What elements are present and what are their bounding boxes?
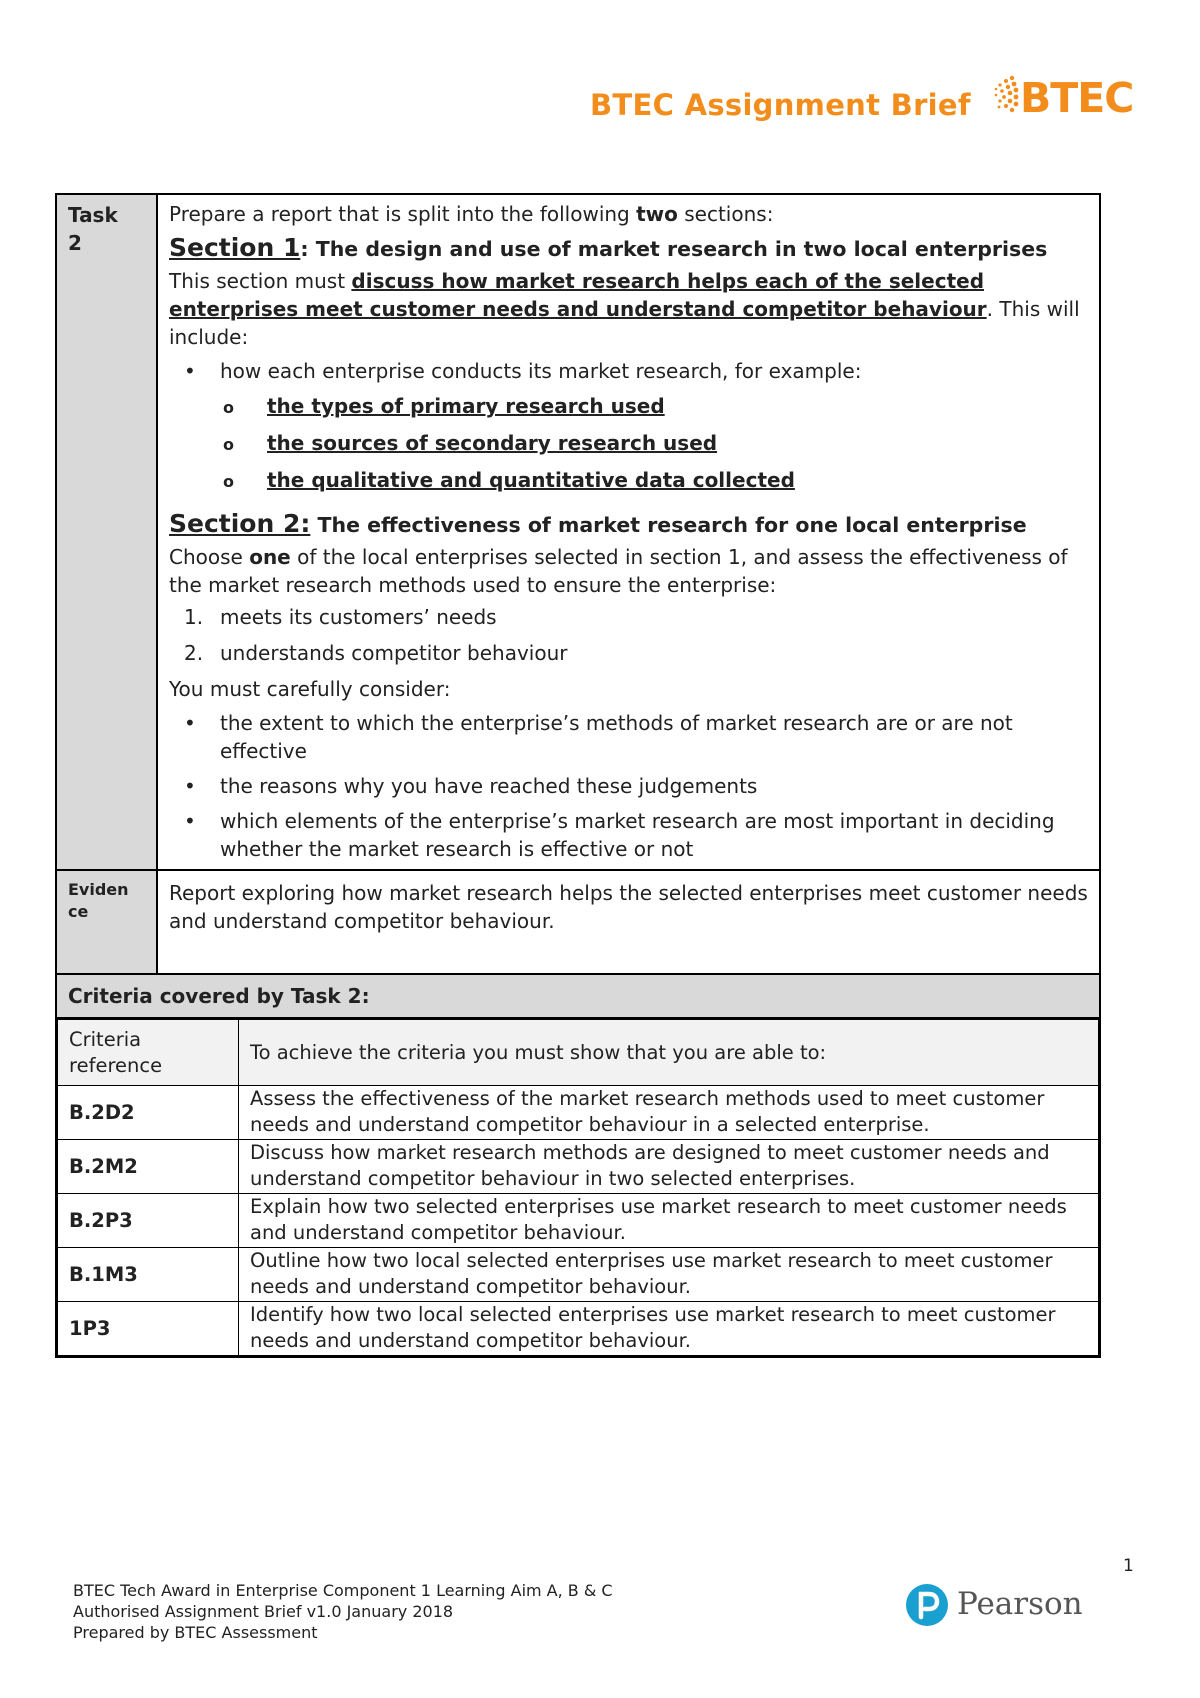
footer-text: [73, 1580, 613, 1643]
list-item: o the sources of secondary research used: [267, 429, 1089, 457]
list-item: 2. understands competitor behaviour: [184, 641, 568, 665]
task-intro: Prepare a report that is split into the following two sections:: [169, 202, 774, 226]
footer-line1: BTEC Tech Award in Enterprise Component 1 Learning Aim A, B & C: [73, 1581, 613, 1600]
list-item: o the types of primary research used: [267, 392, 1089, 420]
pearson-logo: [905, 1583, 1083, 1633]
task-label: Task: [68, 203, 118, 227]
criteria-table-cell: [56, 1018, 1100, 1357]
section1-description: This section must discuss how market research helps each of the selected enterprises meet customer needs and understand competitor behaviour. This will include:: [169, 269, 1080, 349]
section2-numbered-list: [169, 603, 1089, 667]
table-row: [58, 1248, 1099, 1302]
criteria-heading-row: [56, 974, 1100, 1018]
table-row: [58, 1086, 1099, 1140]
section2-heading: Section 2: The effectiveness of market research for one local enterprise: [169, 509, 1027, 538]
task-content: [157, 194, 1100, 870]
criteria-ref: 1P3: [58, 1302, 239, 1356]
criteria-desc: Outline how two local selected enterprises use market research to meet customer needs and understand competitor behaviour.: [239, 1248, 1099, 1302]
section2-description: Choose one of the local enterprises selected in section 1, and assess the effectiveness of the market research methods used to ensure the enterprise:: [169, 545, 1068, 597]
list-item: • the extent to which the enterprise’s methods of market research are or are not effective: [220, 709, 1089, 765]
section1-sub-items: [169, 392, 1089, 494]
criteria-ref: B.1M3: [58, 1248, 239, 1302]
section2-bullets: [169, 709, 1089, 863]
evidence-label: Eviden ce: [56, 870, 157, 974]
criteria-desc: Identify how two local selected enterprises use market research to meet customer needs and understand competitor behaviour.: [239, 1302, 1099, 1356]
page-number: 1: [1123, 1556, 1134, 1576]
table-row: [58, 1194, 1099, 1248]
list-item: 1. meets its customers’ needs: [184, 605, 497, 629]
task-row: [56, 194, 1100, 870]
btec-logo-icon: [990, 74, 1020, 118]
criteria-header-row: [58, 1020, 1099, 1086]
list-item: • which elements of the enterprise’s market research are most important in deciding whether the market research is effective or not: [220, 807, 1089, 863]
assignment-table: [55, 193, 1101, 1358]
evidence-text: Report exploring how market research helps the selected enterprises meet customer needs and understand competitor behaviour.: [157, 870, 1100, 974]
criteria-ref: B.2P3: [58, 1194, 239, 1248]
footer-line3: Prepared by BTEC Assessment: [73, 1623, 318, 1642]
criteria-table: [57, 1019, 1099, 1356]
table-row: [58, 1140, 1099, 1194]
criteria-ref: B.2M2: [58, 1140, 239, 1194]
section1-heading: Section 1: The design and use of market research in two local enterprises: [169, 233, 1048, 262]
list-item: o the qualitative and quantitative data collected: [267, 466, 1089, 494]
task-number: 2: [68, 231, 82, 255]
criteria-col-ref: Criteria reference: [58, 1020, 239, 1086]
criteria-table-row: [56, 1018, 1100, 1357]
list-item: • the reasons why you have reached these judgements: [220, 772, 1089, 800]
criteria-ref: B.2D2: [58, 1086, 239, 1140]
pearson-wordmark: Pearson: [957, 1586, 1083, 1622]
criteria-heading: Criteria covered by Task 2:: [56, 974, 1100, 1018]
pearson-logo-icon: [905, 1583, 949, 1627]
criteria-desc: Assess the effectiveness of the market research methods used to meet customer needs and understand competitor behaviour in a selected enterprise.: [239, 1086, 1099, 1140]
btec-logo-text: BTEC: [1020, 74, 1134, 122]
section1-bullets: [169, 357, 1089, 385]
criteria-desc: Discuss how market research methods are designed to meet customer needs and understand competitor behaviour in two selected enterprises.: [239, 1140, 1099, 1194]
criteria-desc: Explain how two selected enterprises use market research to meet customer needs and understand competitor behaviour.: [239, 1194, 1099, 1248]
list-item: • how each enterprise conducts its market research, for example:: [220, 357, 1089, 385]
btec-logo: [990, 74, 1140, 124]
evidence-row: [56, 870, 1100, 974]
brief-title: BTEC Assignment Brief: [590, 88, 971, 122]
section2-consider: You must carefully consider:: [169, 677, 451, 701]
table-row: [58, 1302, 1099, 1356]
criteria-col-desc: To achieve the criteria you must show that you are able to:: [239, 1020, 1099, 1086]
task-label-cell: [56, 194, 157, 870]
footer-line2: Authorised Assignment Brief v1.0 January 2018: [73, 1602, 454, 1621]
